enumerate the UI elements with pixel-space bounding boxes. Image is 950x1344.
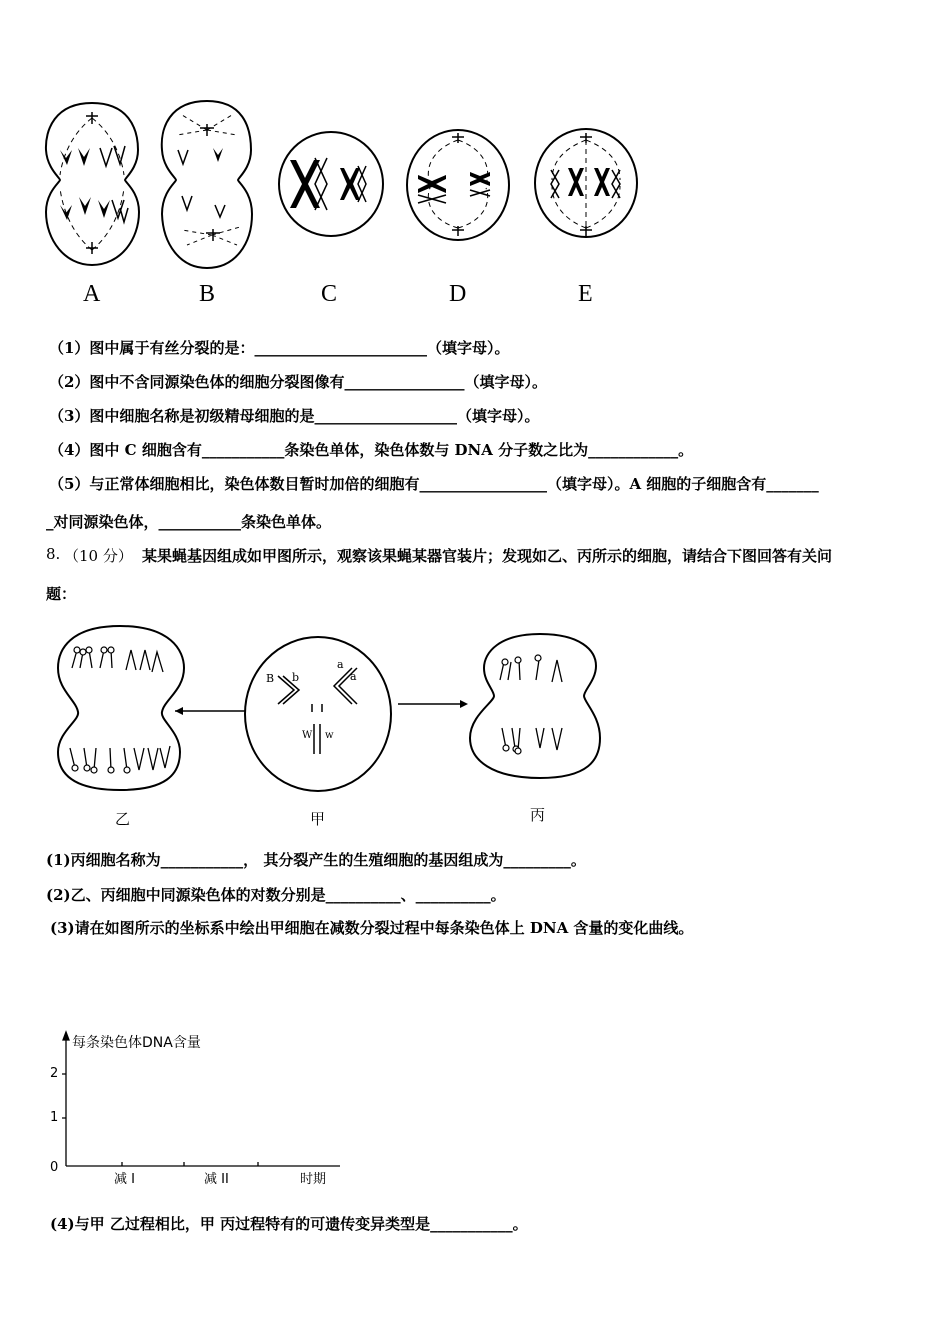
gene-b: b: [292, 671, 300, 684]
label-bing: 丙: [530, 806, 546, 824]
q8-item-2: (2)乙、丙细胞中同源染色体的对数分别是__________、__________。: [46, 886, 506, 904]
label-b: B: [199, 281, 216, 307]
graph-xtick-meiosis1: 减 I: [114, 1172, 135, 1187]
q8-item-4: (4)与甲 乙过程相比，甲 丙过程特有的可遗传变异类型是___________。: [50, 1215, 528, 1233]
graph-ytick-2: 2: [50, 1066, 59, 1081]
label-d: D: [449, 281, 467, 307]
q8-item-1: (1)丙细胞名称为___________， 其分裂产生的生殖细胞的基因组成为_________。: [46, 851, 586, 869]
graph-ylabel: 每条染色体DNA含量: [72, 1035, 201, 1051]
label-c: C: [321, 281, 338, 307]
q8-number: 8.: [46, 545, 61, 563]
q7-item-5-cont: _对同源染色体，___________条染色单体。: [46, 513, 332, 531]
q8-stem-line1: 某果蝇基因组成如甲图所示，观察该果蝇某器官装片；发现如乙、丙所示的细胞，请结合下图回答有关问: [142, 547, 833, 565]
graph-xtick-meiosis2: 减 II: [204, 1172, 229, 1187]
q7-item-2: （2）图中不含同源染色体的细胞分裂图像有________________（填字母）。: [49, 373, 547, 391]
q7-item-4: （4）图中 C 细胞含有___________条染色单体，染色体数与 DNA 分子数之比为____________。: [49, 441, 694, 459]
graph-xlabel: 时期: [300, 1172, 327, 1187]
q7-item-1: （1）图中属于有丝分裂的是：_______________________（填字母）。: [49, 339, 510, 357]
label-yi: 乙: [115, 810, 131, 828]
q8-stem-line2: 题：: [46, 585, 77, 603]
q7-item-5: （5）与正常体细胞相比，染色体数目暂时加倍的细胞有_________________（填字母）。A 细胞的子细胞含有_______: [49, 475, 819, 493]
gene-a-top: a: [337, 658, 344, 671]
q8-score: （10 分）: [64, 547, 133, 565]
q7-item-3: （3）图中细胞名称是初级精母细胞的是___________________（填字母）。: [49, 407, 540, 425]
q8-item-3: (3)请在如图所示的坐标系中绘出甲细胞在减数分裂过程中每条染色体上 DNA 含量的变化曲线。: [50, 919, 694, 937]
label-jia: 甲: [310, 810, 326, 828]
gene-W: W: [302, 730, 313, 741]
gene-w: w: [325, 730, 334, 741]
label-a: A: [83, 281, 101, 307]
graph-ytick-0: 0: [50, 1160, 59, 1175]
label-e: E: [578, 281, 593, 307]
gene-a-bottom: a: [350, 670, 357, 683]
gene-B: B: [266, 672, 275, 685]
graph-ytick-1: 1: [50, 1110, 59, 1125]
